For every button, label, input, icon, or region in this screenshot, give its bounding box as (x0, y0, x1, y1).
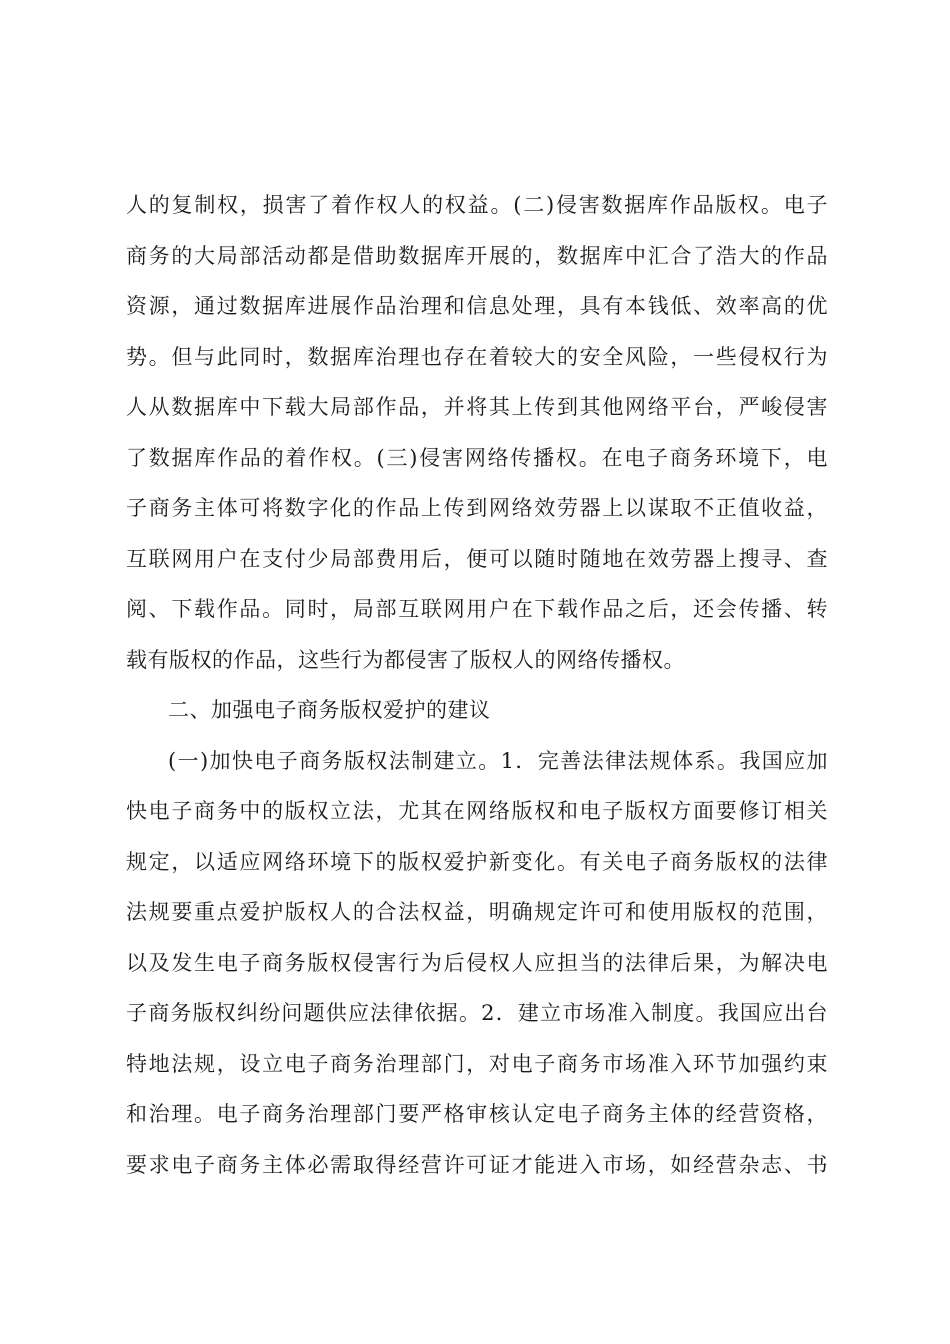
text-line: 了数据库作品的着作权。(三)侵害网络传播权。在电子商务环境下，电 (126, 445, 828, 470)
text-line-paragraph-end: 载有版权的作品，这些行为都侵害了版权人的网络传播权。 (126, 647, 685, 672)
body-text (126, 180, 828, 1190)
text-line: 快电子商务中的版权立法，尤其在网络版权和电子版权方面要修订相关 (126, 799, 828, 823)
text-line: 资源，通过数据库进展作品治理和信息处理，具有本钱低、效率高的优 (126, 294, 828, 318)
text-line: 规定，以适应网络环境下的版权爱护新变化。有关电子商务版权的法律 (126, 849, 828, 874)
text-line: 和治理。电子商务治理部门要严格审核认定电子商务主体的经营资格， (126, 1102, 828, 1126)
text-line: 要求电子商务主体必需取得经营许可证才能进入市场，如经营杂志、书 (126, 1152, 828, 1177)
text-line: 阅、下载作品。同时，局部互联网用户在下载作品之后，还会传播、转 (126, 597, 828, 621)
text-line: 势。但与此同时，数据库治理也存在着较大的安全风险，一些侵权行为 (126, 344, 828, 369)
text-line: 以及发生电子商务版权侵害行为后侵权人应担当的法律后果，为解决电 (126, 950, 828, 975)
text-line: 子商务版权纠纷问题供应法律依据。2．建立市场准入制度。我国应出台 (126, 1001, 828, 1025)
section-heading: 二、加强电子商务版权爱护的建议 (168, 698, 491, 722)
text-line: 子商务主体可将数字化的作品上传到网络效劳器上以谋取不正值收益， (126, 496, 828, 520)
text-line: 法规要重点爱护版权人的合法权益，明确规定许可和使用版权的范围， (126, 900, 828, 924)
text-line: 商务的大局部活动都是借助数据库开展的，数据库中汇合了浩大的作品 (126, 243, 828, 268)
text-line: 特地法规，设立电子商务治理部门，对电子商务市场准入环节加强约束 (126, 1051, 828, 1076)
text-line: 人的复制权，损害了着作权人的权益。(二)侵害数据库作品版权。电子 (126, 193, 828, 217)
text-line: 互联网用户在支付少局部费用后，便可以随时随地在效劳器上搜寻、查 (126, 546, 828, 571)
text-line-paragraph-start: (一)加快电子商务版权法制建立。1．完善法律法规体系。我国应加 (168, 748, 828, 773)
text-line: 人从数据库中下载大局部作品，并将其上传到其他网络平台，严峻侵害 (126, 395, 828, 419)
